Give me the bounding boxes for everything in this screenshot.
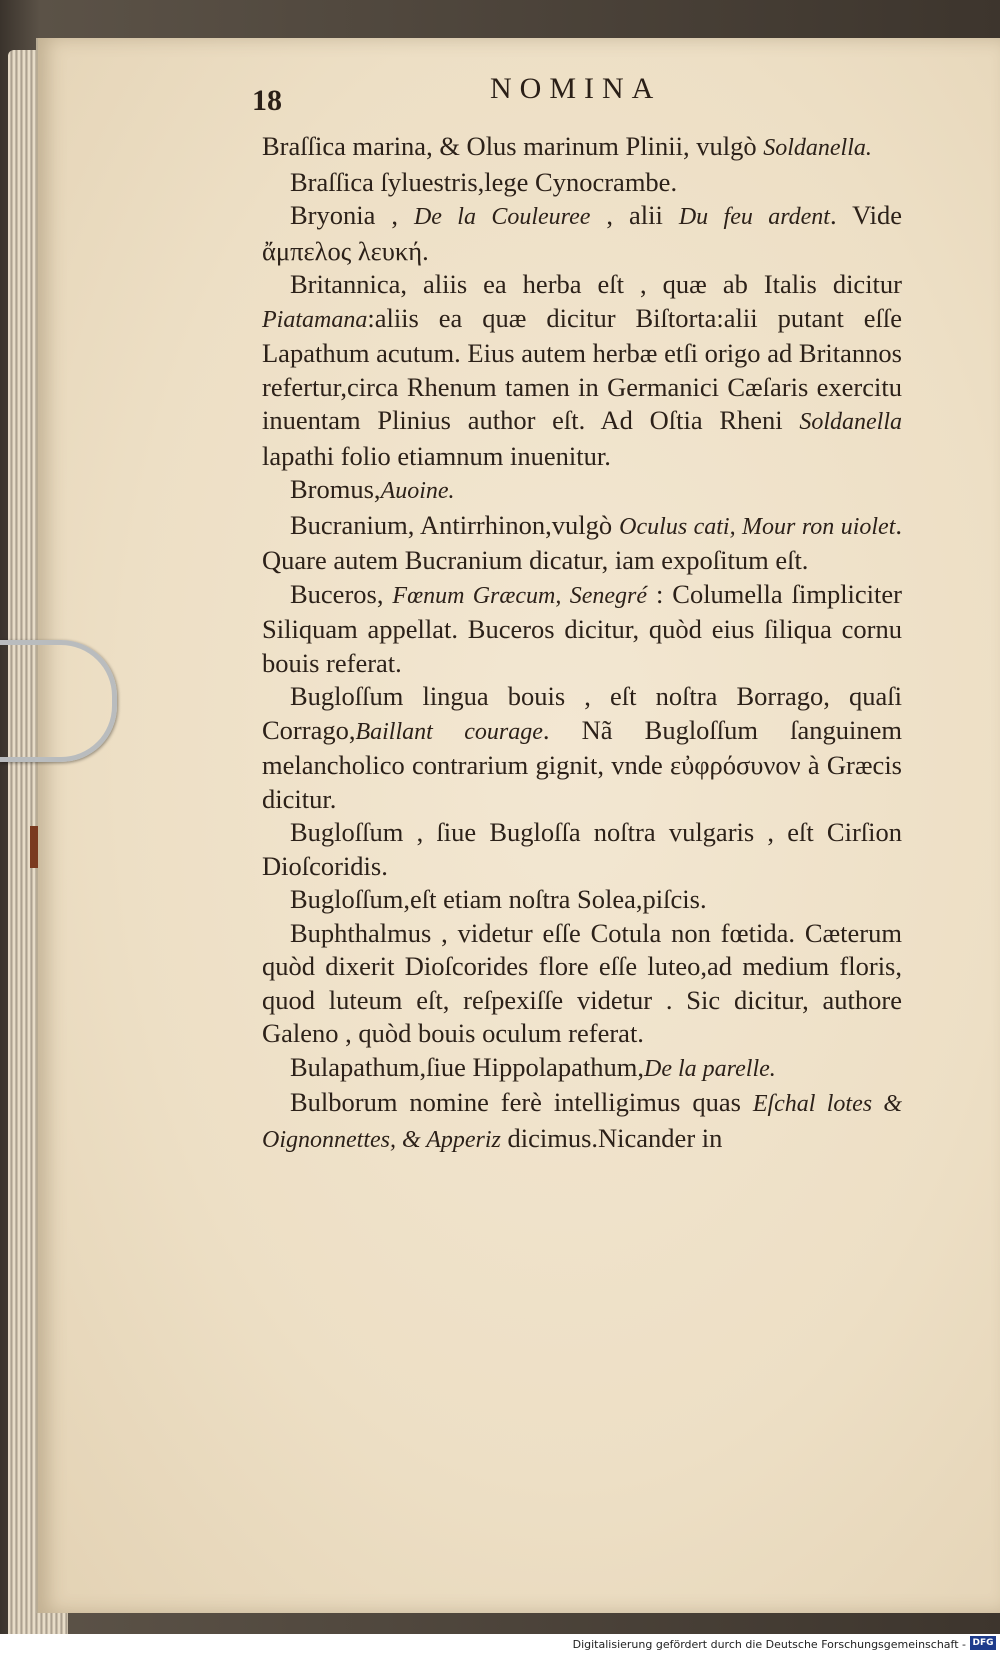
entry-britannica: Britannica, aliis ea herba eſt , quæ ab Italis dicitur Piatamana:aliis ea quæ dicitur Biſtorta:alii putant eſſe Lapathum acutum. Eius autem herbæ etſi origo ad Britannos refertur,circa Rhenum tamen in Germanici Cæſaris exercitu inuentam Plinius author eſt. Ad Oſtia Rheni Soldanella lapathi folio etiamnum inuenitur. xyxy=(262,269,902,471)
entry-bulapathum: Bulapathum,ſiue Hippolapathum,De la parelle. xyxy=(290,1051,776,1082)
entry-buglossum-lingua: Bugloſſum lingua bouis , eſt noſtra Borrago, quaſi Corrago,Baillant courage. Nã Bugloſſum ſanguinem melancholico contrarium gignit, vnde εὐφρόσυνον à Græcis dicitur. xyxy=(262,681,902,814)
page-tab-marker xyxy=(30,826,38,868)
text-block xyxy=(262,130,902,1157)
dfg-logo: DFG xyxy=(970,1636,996,1650)
entry-buglossum-solea: Bugloſſum,eſt etiam noſtra Solea,piſcis. xyxy=(290,884,707,914)
funding-credit: Digitalisierung gefördert durch die Deutsche Forschungsgemeinschaft - xyxy=(572,1638,966,1651)
page-number: 18 xyxy=(252,84,282,117)
entry-bucranium: Bucranium, Antirrhinon,vulgò Oculus cati, Mour ron uiolet. Quare autem Bucranium dicatur, iam expoſitum eſt. xyxy=(262,509,902,575)
entry-buphthalmus: Buphthalmus , videtur eſſe Cotula non fœtida. Cæterum quòd dixerit Dioſcorides flore eſſe luteo,ad medium floris, quod luteum eſt, reſpexiſſe videtur . Sic dicitur, authore Galeno , quòd bouis oculum referat. xyxy=(262,917,902,1048)
entry-bromus: Bromus,Auoine. xyxy=(290,474,455,504)
entry-buglossum-cirsion: Bugloſſum , ſiue Bugloſſa noſtra vulgaris , eſt Cirſion Dioſcoridis. xyxy=(262,817,902,881)
entry-buceros: Buceros, Fœnum Græcum, Senegré : Columella ſimpliciter Siliquam appellat. Buceros dicitur, quòd eius ſiliqua cornu bouis referat. xyxy=(262,578,902,678)
entry-brassica-sylvestris: Braſſica ſyluestris,lege Cynocrambe. xyxy=(290,166,678,197)
entry-brassica-marina: Braſſica marina, & Olus marinum Plinii, vulgò Soldanella. xyxy=(262,131,872,161)
running-head: NOMINA xyxy=(490,72,662,105)
paper-clip xyxy=(0,640,117,762)
entry-bulborum: Bulborum nomine ferè intelligimus quas Eſchal lotes & Oignonnettes, & Apperiz dicimus.Nicander in xyxy=(262,1087,902,1153)
entry-bryonia: Bryonia , De la Couleuree , alii Du feu ardent. Vide ἄμπελος λευκή. xyxy=(262,200,903,266)
